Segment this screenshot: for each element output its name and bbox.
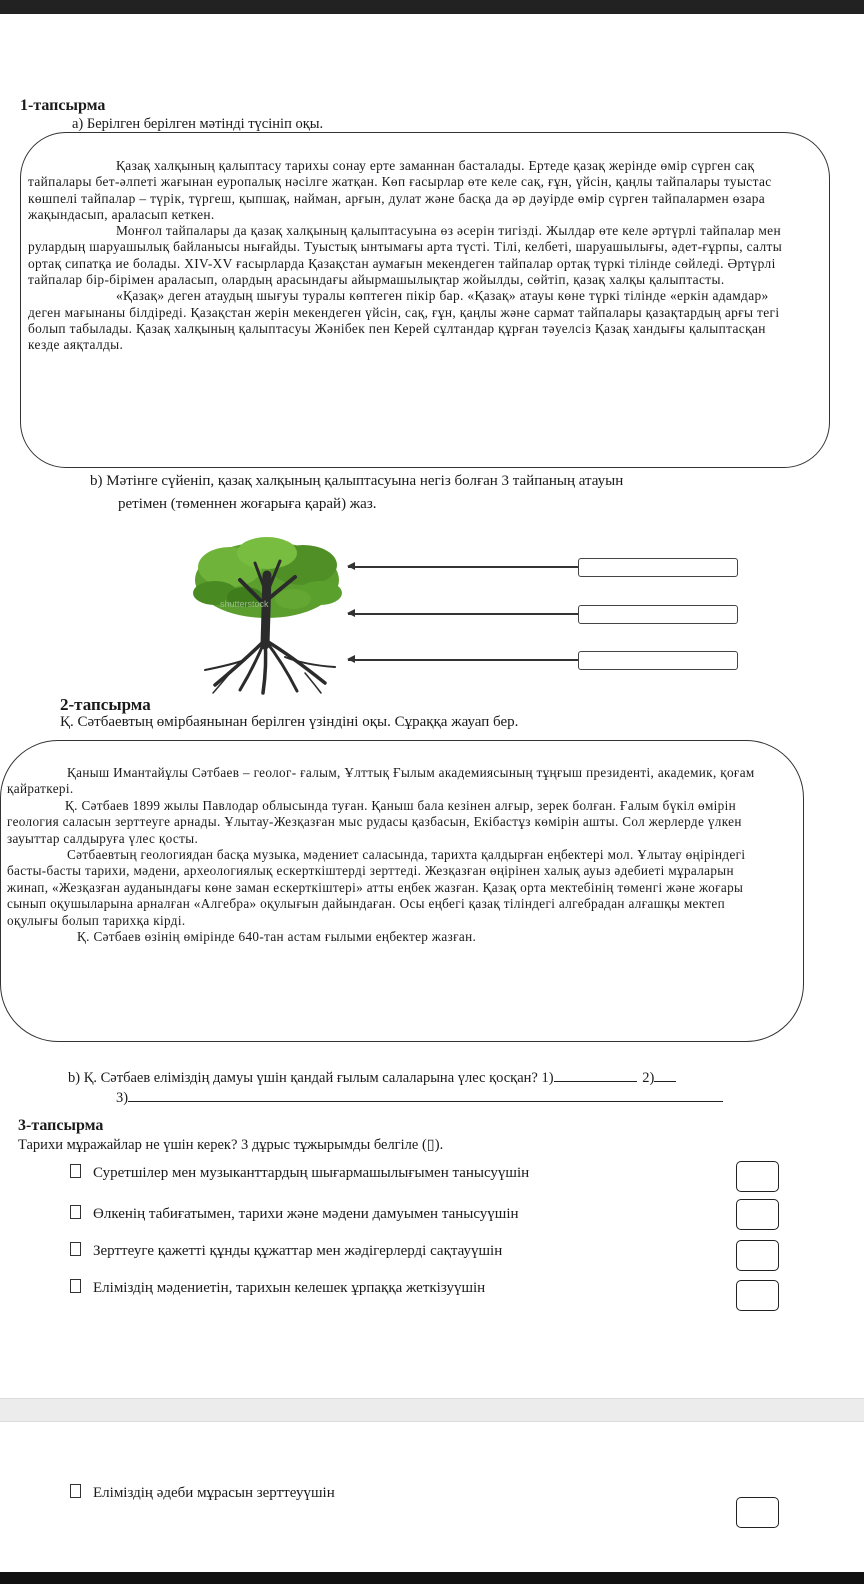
top-bar xyxy=(0,0,864,14)
task1-text xyxy=(28,158,800,354)
option-5-text: Еліміздің әдеби мұрасын зерттеуүшін xyxy=(93,1485,335,1501)
task2-title: 2-тапсырма xyxy=(60,695,151,714)
tree-roots xyxy=(205,640,335,693)
option-4-bullet xyxy=(70,1279,81,1293)
task2-text xyxy=(7,765,773,945)
task2-blank-3 xyxy=(116,1087,723,1107)
task2-paragraph-4: Қ. Сәтбаев өзінің өмірінде 640-тан астам ғылыми еңбектер жазған. xyxy=(77,929,477,945)
arrow-1 xyxy=(348,566,578,568)
task2-question-b xyxy=(68,1067,676,1087)
bottom-bar xyxy=(0,1572,864,1584)
tribe-answer-box-middle[interactable] xyxy=(578,605,738,624)
option-2 xyxy=(70,1205,519,1223)
option-2-checkbox[interactable] xyxy=(736,1199,779,1230)
option-1-checkbox[interactable] xyxy=(736,1161,779,1192)
tribe-answer-box-top[interactable] xyxy=(578,558,738,577)
option-3-bullet xyxy=(70,1242,81,1256)
option-5 xyxy=(70,1484,335,1502)
task2-paragraph-2: Қ. Сәтбаев 1899 жылы Павлодар облысында туған. Қаныш бала кезінен алғыр, зерек болған. Ғалым бүкіл өмірін геология саласын зерттеуге арнады. Ұлытау-Жезқазған мыс рудасы қазбасын, Екібастұз көмірін ашты. Сол жерлерде үлкен зауыттар салдыруға үлес қосты. xyxy=(7,797,742,846)
option-5-checkbox[interactable] xyxy=(736,1497,779,1528)
tree-watermark: shutterstock xyxy=(220,599,269,609)
tribe-answer-box-bottom[interactable] xyxy=(578,651,738,670)
task2-intro: Қ. Сәтбаевтың өмірбаянынан берілген үзіндіні оқы. Сұраққа жауап бер. xyxy=(60,714,519,730)
option-4 xyxy=(70,1279,485,1297)
task2-paragraph-1: Қаныш Имантайұлы Сәтбаев – геолог- ғалым, Ұлттық Ғылым академиясының тұңғыш президенті, академик, қоғам қайраткері. xyxy=(7,765,755,797)
page-gap xyxy=(0,1398,864,1422)
task1-paragraph-3: «Қазақ» деген атаудың шығуы туралы көптеген пікір бар. «Қазақ» атауы көне түркі тілінде «еркін адамдар» деген мағынаны білдіреді. Қазақстан жерін мекендеген үйсін, сақ, ғұн, қаңлы және сармат тайпалары қазақтардың арғы тегі болып табылады. Қазақ халқының қалыптасуы Жәнібек пен Керей сұлтандар құрған тәуелсіз Қазақ хандығы қалыптасқан кезде аяқталды. xyxy=(28,288,780,353)
arrow-3 xyxy=(348,659,578,661)
task3-question: Тарихи мұражайлар не үшін керек? 3 дұрыс тұжырымды белгіле (▯). xyxy=(18,1137,444,1153)
option-1-bullet xyxy=(70,1164,81,1178)
task1-title: 1-тапсырма xyxy=(20,97,106,114)
option-3-checkbox[interactable] xyxy=(736,1240,779,1271)
option-4-checkbox[interactable] xyxy=(736,1280,779,1311)
option-4-text: Еліміздің мәдениетін, тарихын келешек ұрпаққа жеткізуүшін xyxy=(93,1280,486,1296)
option-1-text: Суретшілер мен музыканттардың шығармашылығымен танысуүшін xyxy=(93,1165,530,1181)
task2-blank-3-label: 3) xyxy=(116,1090,129,1106)
answer-line-3[interactable] xyxy=(128,1087,723,1102)
answer-line-1[interactable] xyxy=(554,1067,637,1082)
option-2-bullet xyxy=(70,1205,81,1219)
option-3-text: Зерттеуге қажетті құнды құжаттар мен жәдігерлерді сақтауүшін xyxy=(93,1243,503,1259)
answer-line-2[interactable] xyxy=(654,1067,676,1082)
option-3 xyxy=(70,1242,502,1260)
task1-paragraph-1: Қазақ халқының қалыптасу тарихы сонау ерте заманнан басталады. Ертеде қазақ жерінде өмір сүрген сақ тайпалары бет-әлпеті жағынан еуропалық нәсілге жатқан. Көп ғасырлар өте келе сақ, ғұн, үйсін, қаңлы тайпалары туыстас көшпелі тайпалар – түрік, түргеш, қыпшақ, найман, арғын, дулат және басқа да әр дәуірде өмір сүрген тайпалармен өзара жақындасып, араласып кеткен. xyxy=(28,158,772,222)
arrow-2 xyxy=(348,613,578,615)
task1-paragraph-2: Монғол тайпалары да қазақ халқының қалыптасуына өз әсерін тигізді. Жылдар өте келе әртүрлі тайпалар мен рулардың шаруашылық байланысы нығайды. Туыстық ынтымағы арта түсті. Тілі, келбеті, шаруашылығы, әдет-ғұрпы, салты ортақ сипатқа ие болады. XIV-XV ғасырларда Қазақстан аумағын мекендеген тайпалар ортақ түркі тілінде сөйледі. Әртүрлі тайпалар бір-бірімен араласып, олардың арасындағы айырмашылықтар жойылды, сөйтіп, қазақ халқы қалыптасты. xyxy=(28,223,783,288)
task3-title: 3-тапсырма xyxy=(18,1117,104,1134)
task1-question-b-line2: ретімен (төменнен жоғарыға қарай) жаз. xyxy=(118,496,377,512)
task1-subtitle: а) Берілген берілген мәтінді түсініп оқы. xyxy=(72,116,324,132)
tree-illustration xyxy=(185,535,350,695)
task2-question-b-text: b) Қ. Сәтбаев еліміздің дамуы үшін қандай ғылым салаларына үлес қосқан? 1) xyxy=(68,1070,554,1086)
task2-blank-2-label: 2) xyxy=(642,1070,655,1086)
option-1 xyxy=(70,1164,529,1182)
option-5-bullet xyxy=(70,1484,81,1498)
task2-paragraph-3: Сәтбаевтың геологиядан басқа музыка, мәдениет саласында, тарихта қалдырған еңбектері мол. Ұлытау өңіріндегі басты-басты тарихи, мәдени, археологиялық ескерткіштерді зерттеді. Жезқазған өңірінен халық ауыз әдебиеті мұраларын жинап, «Жезқазған ауданындағы көне заман ескерткіштері» атты еңбек жазған. Қазақ орта мектебінің төменгі және жоғары сынып оқушыларына арналған «Алгебра» оқулығын дайындаған. Осы еңбегі қазақ тіліндегі алгебрадан алғашқы мектеп оқулығы болып тарихқа кірді. xyxy=(7,847,746,928)
option-2-text: Өлкенің табиғатымен, тарихи және мәдени дамуымен танысуүшін xyxy=(93,1206,519,1222)
task1-question-b-line1: b) Мәтінге сүйеніп, қазақ халқының қалыптасуына негіз болған 3 тайпаның атауын xyxy=(90,473,624,489)
